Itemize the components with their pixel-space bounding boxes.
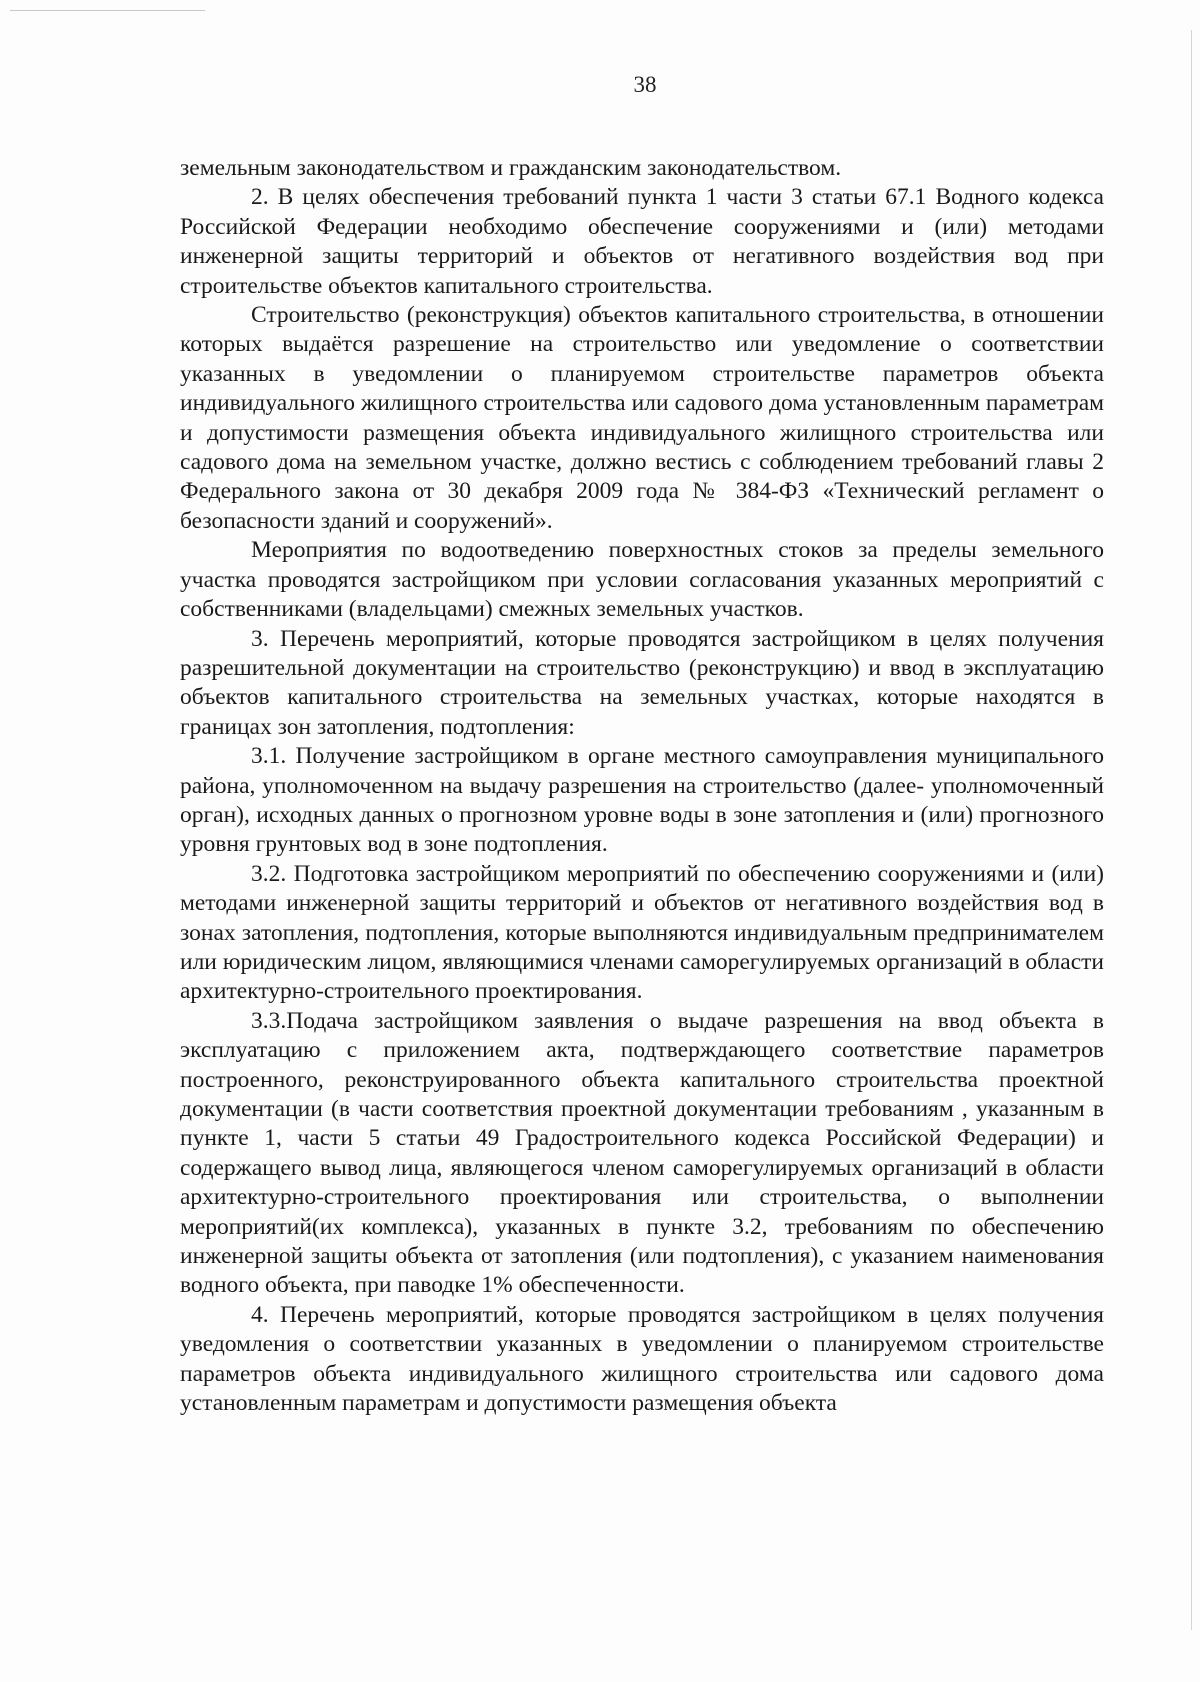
scan-artifact-line xyxy=(10,10,205,11)
scan-artifact-edge xyxy=(1191,30,1192,1630)
paragraph-construction: Строительство (реконструкция) объектов капитального строительства, в отношении которых выдаётся разрешение на строительство или уведомление о соответствии указанных в уведомлении о планируемом строительстве параметров объекта индивидуального жилищного строительства или садового дома установленным параметрам и допустимости размещения объекта индивидуального жилищного строительства или садового дома на земельном участке, должно вестись с соблюдением требований главы 2 Федерального закона от 30 декабря 2009 года № 384-ФЗ «Технический регламент о безопасности зданий и сооружений». xyxy=(180,302,1104,534)
paragraph-continuation: земельным законодательством и гражданским законодательством. xyxy=(180,155,842,181)
paragraph-item-3-2: 3.2. Подготовка застройщиком мероприятий по обеспечению сооружениями и (или) методами инженерной защиты территорий и объектов от негативного воздействия вод в зонах затопления, подтопления, которые выполняются индивидуальным предпринимателем или юридическим лицом, являющимися членами саморегулируемых организаций в области архитектурно-строительного проектирования. xyxy=(180,860,1104,1005)
paragraph-item-3-3: 3.3.Подача застройщиком заявления о выдаче разрешения на ввод объекта в эксплуатацию с приложением акта, подтверждающего соответствие параметров построенного, реконструированного объекта капитального строительства проектной документации (в части соответствия проектной документации требованиям , указанным в пункте 1, части 5 статьи 49 Градостроительного кодекса Российской Федерации) и содержащего вывод лица, являющегося членом саморегулируемых организаций в области архитектурно-строительного проектирования или строительства, о выполнении мероприятий(их комплекса), указанных в пункте 3.2, требованиям по обеспечению инженерной защиты объекта от затопления (или подтопления), с указанием наименования водного объекта, при паводке 1% обеспеченности. xyxy=(180,1007,1104,1299)
document-body xyxy=(180,154,1104,1418)
paragraph-item-3: 3. Перечень мероприятий, которые проводятся застройщиком в целях получения разрешительной документации на строительство (реконструкцию) и ввод в эксплуатацию объектов капитального строительства на земельных участках, которые находятся в границах зон затопления, подтопления: xyxy=(180,625,1104,740)
paragraph-item-3-1: 3.1. Получение застройщиком в органе местного самоуправления муниципального района, уполномоченном на выдачу разрешения на строительство (далее- уполномоченный орган), исходных данных о прогнозном уровне воды в зоне затопления и (или) прогнозного уровня грунтовых вод в зоне подтопления. xyxy=(180,743,1104,858)
paragraph-item-2: 2. В целях обеспечения требований пункта 1 части 3 статьи 67.1 Водного кодекса Российской Федерации необходимо обеспечение сооружениями и (или) методами инженерной защиты территорий и объектов от негативного воздействия вод при строительстве объектов капитального строительства. xyxy=(180,184,1104,299)
page-number: 38 xyxy=(633,72,657,97)
paragraph-drainage: Мероприятия по водоотведению поверхностных стоков за пределы земельного участка проводятся застройщиком при условии согласования указанных мероприятий с собственниками (владельцами) смежных земельных участков. xyxy=(180,537,1104,623)
paragraph-item-4: 4. Перечень мероприятий, которые проводятся застройщиком в целях получения уведомления о соответствии указанных в уведомлении о планируемом строительстве параметров объекта индивидуального жилищного строительства или садового дома установленным параметрам и допустимости размещения объекта xyxy=(180,1301,1104,1417)
